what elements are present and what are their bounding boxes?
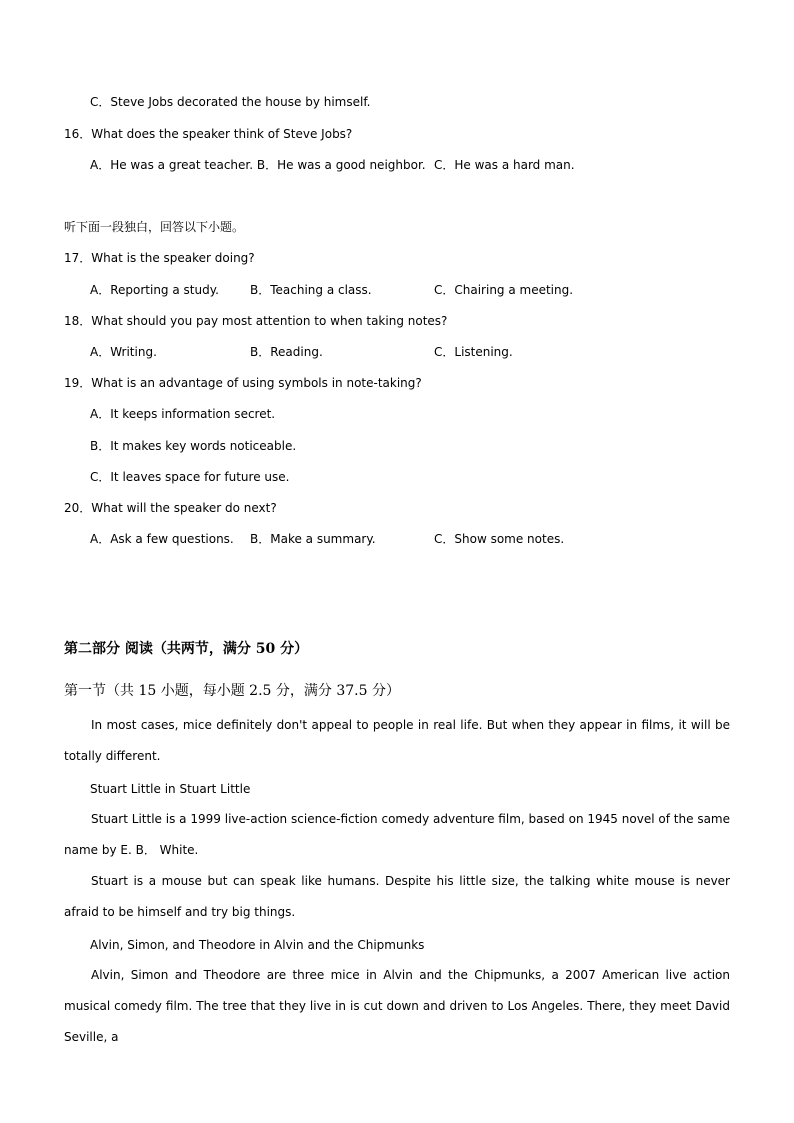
film1-paragraph-2: Stuart is a mouse but can speak like humans. Despite his little size, the talking white mouse is never afraid to be himself and try big things. <box>64 874 730 919</box>
passage-intro: In most cases, mice definitely don't appeal to people in real life. But when they appear in films, it will be totally different. <box>64 718 730 763</box>
q20-option-a: A．Ask a few questions. <box>90 532 234 546</box>
film1-paragraph-1: Stuart Little is a 1999 live-action science-fiction comedy adventure film, based on 1945 novel of the same name by E. B． White. <box>64 812 730 857</box>
q15-option-c: C．Steve Jobs decorated the house by himself. <box>90 95 371 109</box>
q19-option-b: B．It makes key words noticeable. <box>90 439 297 453</box>
q17-stem: 17．What is the speaker doing? <box>64 251 255 265</box>
q17-option-c: C．Chairing a meeting. <box>434 283 574 297</box>
q18-option-a: A．Writing. <box>90 345 157 359</box>
part-two-title: 第二部分 阅读（共两节，满分 50 分） <box>64 641 309 657</box>
section-one-title: 第一节（共 15 小题，每小题 2.5 分，满分 37.5 分） <box>64 683 400 699</box>
q17-option-b: B．Teaching a class. <box>250 283 372 297</box>
q18-stem: 18．What should you pay most attention to when taking notes? <box>64 314 448 328</box>
q20-option-b: B．Make a summary. <box>250 532 376 546</box>
q16-option-a-b: A．He was a great teacher. B．He was a good neighbor. <box>90 158 426 172</box>
film2-paragraph-1: Alvin, Simon and Theodore are three mice in Alvin and the Chipmunks, a 2007 American live action musical comedy film. The tree that they live in is cut down and driven to Los Angeles. There, they meet David Seville, a <box>64 968 730 1044</box>
q18-option-c: C．Listening. <box>434 345 513 359</box>
q16-option-c: C．He was a hard man. <box>434 158 575 172</box>
q19-stem: 19．What is an advantage of using symbols in note-taking? <box>64 376 422 390</box>
film1-title: Stuart Little in Stuart Little <box>90 782 251 796</box>
q18-option-b: B．Reading. <box>250 345 323 359</box>
q16-stem: 16．What does the speaker think of Steve Jobs? <box>64 127 353 141</box>
q17-option-a: A．Reporting a study. <box>90 283 219 297</box>
q19-option-a: A．It keeps information secret. <box>90 407 276 421</box>
monologue-instruction: 听下面一段独白，回答以下小题。 <box>64 220 245 234</box>
q20-option-c: C．Show some notes. <box>434 532 565 546</box>
q20-stem: 20．What will the speaker do next? <box>64 501 277 515</box>
q19-option-c: C．It leaves space for future use. <box>90 470 290 484</box>
film2-title: Alvin, Simon, and Theodore in Alvin and the Chipmunks <box>90 938 425 952</box>
